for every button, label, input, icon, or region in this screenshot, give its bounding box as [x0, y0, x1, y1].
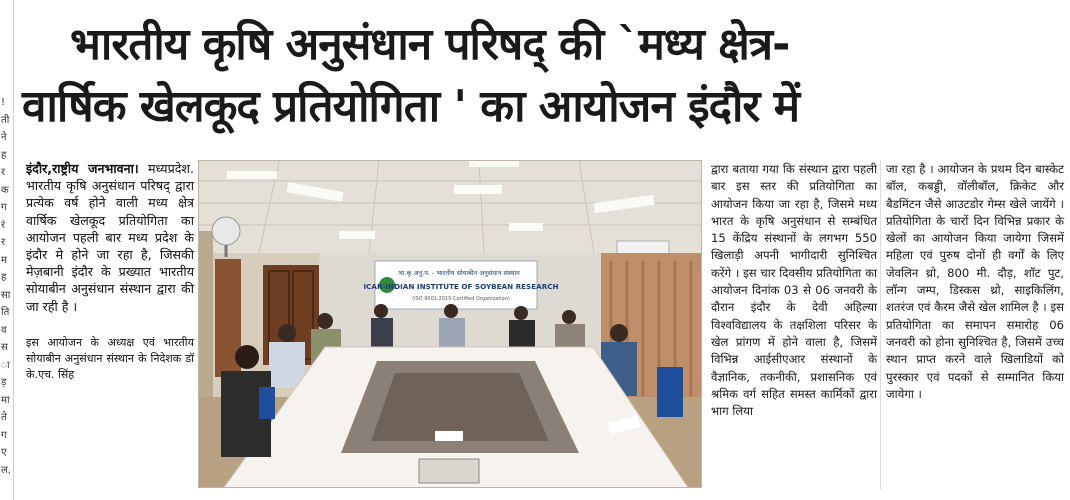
column-fragment-char: रं: [1, 219, 6, 231]
column-fragment-char: मा: [1, 394, 10, 406]
column-fragment-char: ग: [1, 202, 7, 213]
headline-line-1: भारतीय कृषि अनुसंधान परिषद् की `मध्य क्षेत्र-: [70, 19, 790, 70]
column-fragment-char: ह: [1, 272, 7, 283]
banner-english-text: ICAR-INDIAN INSTITUTE OF SOYBEAN RESEARCH: [363, 282, 559, 291]
article-lead-column: [26, 160, 194, 383]
column-fragment-char: स: [1, 342, 8, 353]
second-paragraph: इस आयोजन के अध्यक्ष एवं भारतीय सोयाबीन अनुसंधान संस्थान के निदेशक डॉ के.एच. सिंह: [26, 335, 194, 381]
column-fragment-char: ते: [1, 412, 7, 423]
column-fragment-char: ए: [1, 447, 7, 458]
column-fragment-char: म: [1, 254, 7, 266]
column-fragment-char: ने: [1, 132, 7, 143]
column-fragment-char: र: [1, 237, 6, 248]
column-fragment-char: ग: [1, 429, 7, 441]
column-fragment-char: ति: [1, 307, 10, 318]
adjacent-column-fragment: [0, 0, 14, 500]
column-fragment-char: र: [1, 167, 6, 178]
dateline: इंदौर,राष्ट्रीय जनभावना।: [26, 161, 139, 176]
headline: [22, 14, 1062, 138]
column-fragment-char: ती: [1, 114, 10, 126]
article-body-column-1: द्वारा बताया गया कि संस्थान द्वारा पहली बार इस स्तर की प्रतियोगिता का आयोजन किया जा रहा है, जिसमे मध्य भारत के कृषि अनुसंधान से सम्बंधित 15 केंद्रिय संस्थानों के लगभग 550 खिलाड़ी अपनी भागीदारी सुनिश्चित करेंगे । इस चार दिवसीय प्रतियोगिता का आयोजन दिनांक 03 से 06 जनवरी के दौरान इंदौर के देवी अहिल्या विश्वविद्यालय के तक्षशिला परिसर के खेल प्रांगण में होने वाला है, जिसमें विभिन्न आईसीएआर संस्थानों के वैज्ञानिक, तकनीकी, प्रशासनिक एवं श्रमिक वर्ग सहित समस्त कार्मिकों द्वारा भाग लिया: [711, 162, 877, 419]
column-fragment-char: व: [1, 324, 7, 336]
lead-paragraph: मध्यप्रदेश. भारतीय कृषि अनुसंधान परिषद् द्वारा प्रत्येक वर्ष होने वाली मध्य क्षेत्र वार्षिक खेलकूद प्रतियोगिता का आयोजन पहली बार मध्य प्रदेश के इंदौर मे होने जा रहा है, जिसकी मेज़बानी इंदौर के प्रख्यात भारतीय सोयाबीन अनुसंधान संस्थान द्वारा की जा रही है ।: [26, 161, 194, 314]
column-fragment-char: !: [1, 97, 6, 108]
column-fragment-char: सा: [1, 289, 11, 301]
column-fragment-char: क: [1, 184, 9, 196]
banner-subtitle-text: (ISO 9001:2015 Certified Organization): [412, 296, 510, 302]
column-fragment-char: ह: [1, 149, 7, 161]
banner-hindi-text: भा.कृ.अनु.प. - भारतीय सोयाबीन अनुसंधान संस्थान: [398, 269, 520, 277]
column-fragment-char: ड़: [1, 377, 7, 388]
headline-line-2: वार्षिक खेलकूद प्रतियोगिता ' का आयोजन इंदौर में: [22, 81, 800, 132]
meeting-photo: [198, 160, 702, 488]
column-fragment-char: ा: [1, 359, 10, 371]
article-body-column-2: जा रहा है । आयोजन के प्रथम दिन बास्केट बॉल, कबड्डी, वॉलीबॉल, क्रिकेट और बैडमिंटन जैसे आउटडोर गेम्स खेले जायेंगे । प्रतियोगिता के चारों दिन विभिन्न प्रकार के खेलों का आयोजन किया जायेगा जिसमें महिला एवं पुरुष दोनों ही वर्गों के लिए जेवलिन थ्रो, 800 मी. दौड़, शॉट पुट, लॉन्ग जम्प, डिस्कस थ्रो, साइकिलिंग, शतरंज एवं कैरम जैसे खेल शामिल है । इस प्रतियोगिता का समापन समारोह 06 जनवरी को होना सुनिश्चित है, जिसमें उच्च स्थान प्राप्त करने वाले खिलाडियों को पुरस्कार एवं पदकों से सम्मानित किया जायेगा ।: [886, 162, 1064, 401]
column-fragment-char: ल,: [1, 464, 11, 476]
column-divider: [880, 160, 881, 490]
